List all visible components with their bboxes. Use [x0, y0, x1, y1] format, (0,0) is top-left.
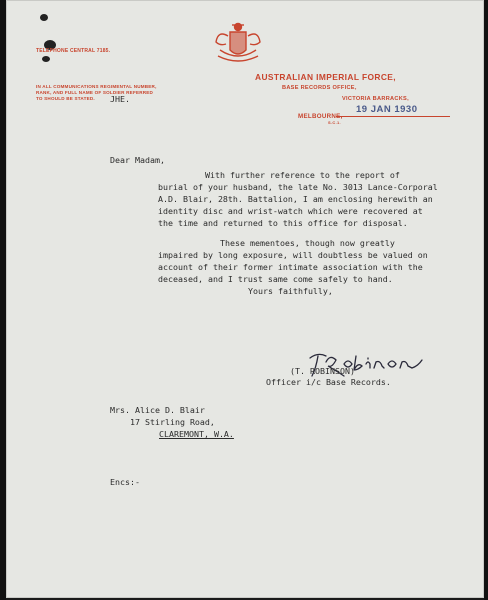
- punch-hole: [42, 56, 50, 62]
- recipient-street: 17 Stirling Road,: [130, 417, 215, 427]
- coat-of-arms-icon: [210, 20, 266, 68]
- paragraph-1-line-1: With further reference to the report of: [205, 170, 400, 180]
- signatory-title: Officer i/c Base Records.: [266, 377, 391, 387]
- paragraph-2-line-1: These mementoes, though now greatly: [220, 238, 395, 248]
- reference-code: JHE.: [110, 94, 130, 104]
- paragraph-2-line-3: account of their former intimate association with the: [158, 262, 423, 272]
- instruction-line-2: RANK, AND FULL NAME OF SOLDIER REFERRED: [36, 90, 154, 95]
- signatory-name: (T. ROBINSON): [290, 366, 355, 376]
- city-suffix: S.C.1.: [328, 120, 341, 125]
- salutation: Dear Madam,: [110, 155, 165, 165]
- recipient-name: Mrs. Alice D. Blair: [110, 405, 205, 415]
- office-name: BASE RECORDS OFFICE,: [282, 85, 357, 91]
- address-rule: [336, 116, 450, 117]
- letterhead-title: AUSTRALIAN IMPERIAL FORCE,: [255, 72, 396, 82]
- barracks-name: VICTORIA BARRACKS,: [342, 96, 409, 102]
- paragraph-1-line-4: identity disc and wrist-watch which were recovered at: [158, 206, 423, 216]
- paragraph-1-line-2: burial of your husband, the late No. 3013 Lance-Corporal: [158, 182, 438, 192]
- instruction-line-3: TO SHOULD BE STATED.: [36, 96, 95, 101]
- paragraph-1-line-3: A.D. Blair, 28th. Battalion, I am enclosing herewith an: [158, 194, 433, 204]
- city-name: MELBOURNE,: [298, 113, 343, 120]
- closing: Yours faithfully,: [248, 286, 333, 296]
- date-stamp: 19 JAN 1930: [356, 104, 418, 115]
- scan-edge-right: [484, 0, 488, 600]
- paragraph-2-line-4: deceased, and I trust same come safely to hand.: [158, 274, 393, 284]
- punch-hole: [40, 14, 48, 21]
- telephone-line: TELEPHONE CENTRAL 7185.: [36, 48, 111, 54]
- enclosures-label: Encs:-: [110, 477, 140, 487]
- recipient-town: CLAREMONT, W.A.: [159, 429, 234, 439]
- instruction-line-1: IN ALL COMMUNICATIONS REGIMENTAL NUMBER,: [36, 84, 157, 89]
- paragraph-1-line-5: the time and returned to this office for disposal.: [158, 218, 408, 228]
- paragraph-2-line-2: impaired by long exposure, will doubtless be valued on: [158, 250, 428, 260]
